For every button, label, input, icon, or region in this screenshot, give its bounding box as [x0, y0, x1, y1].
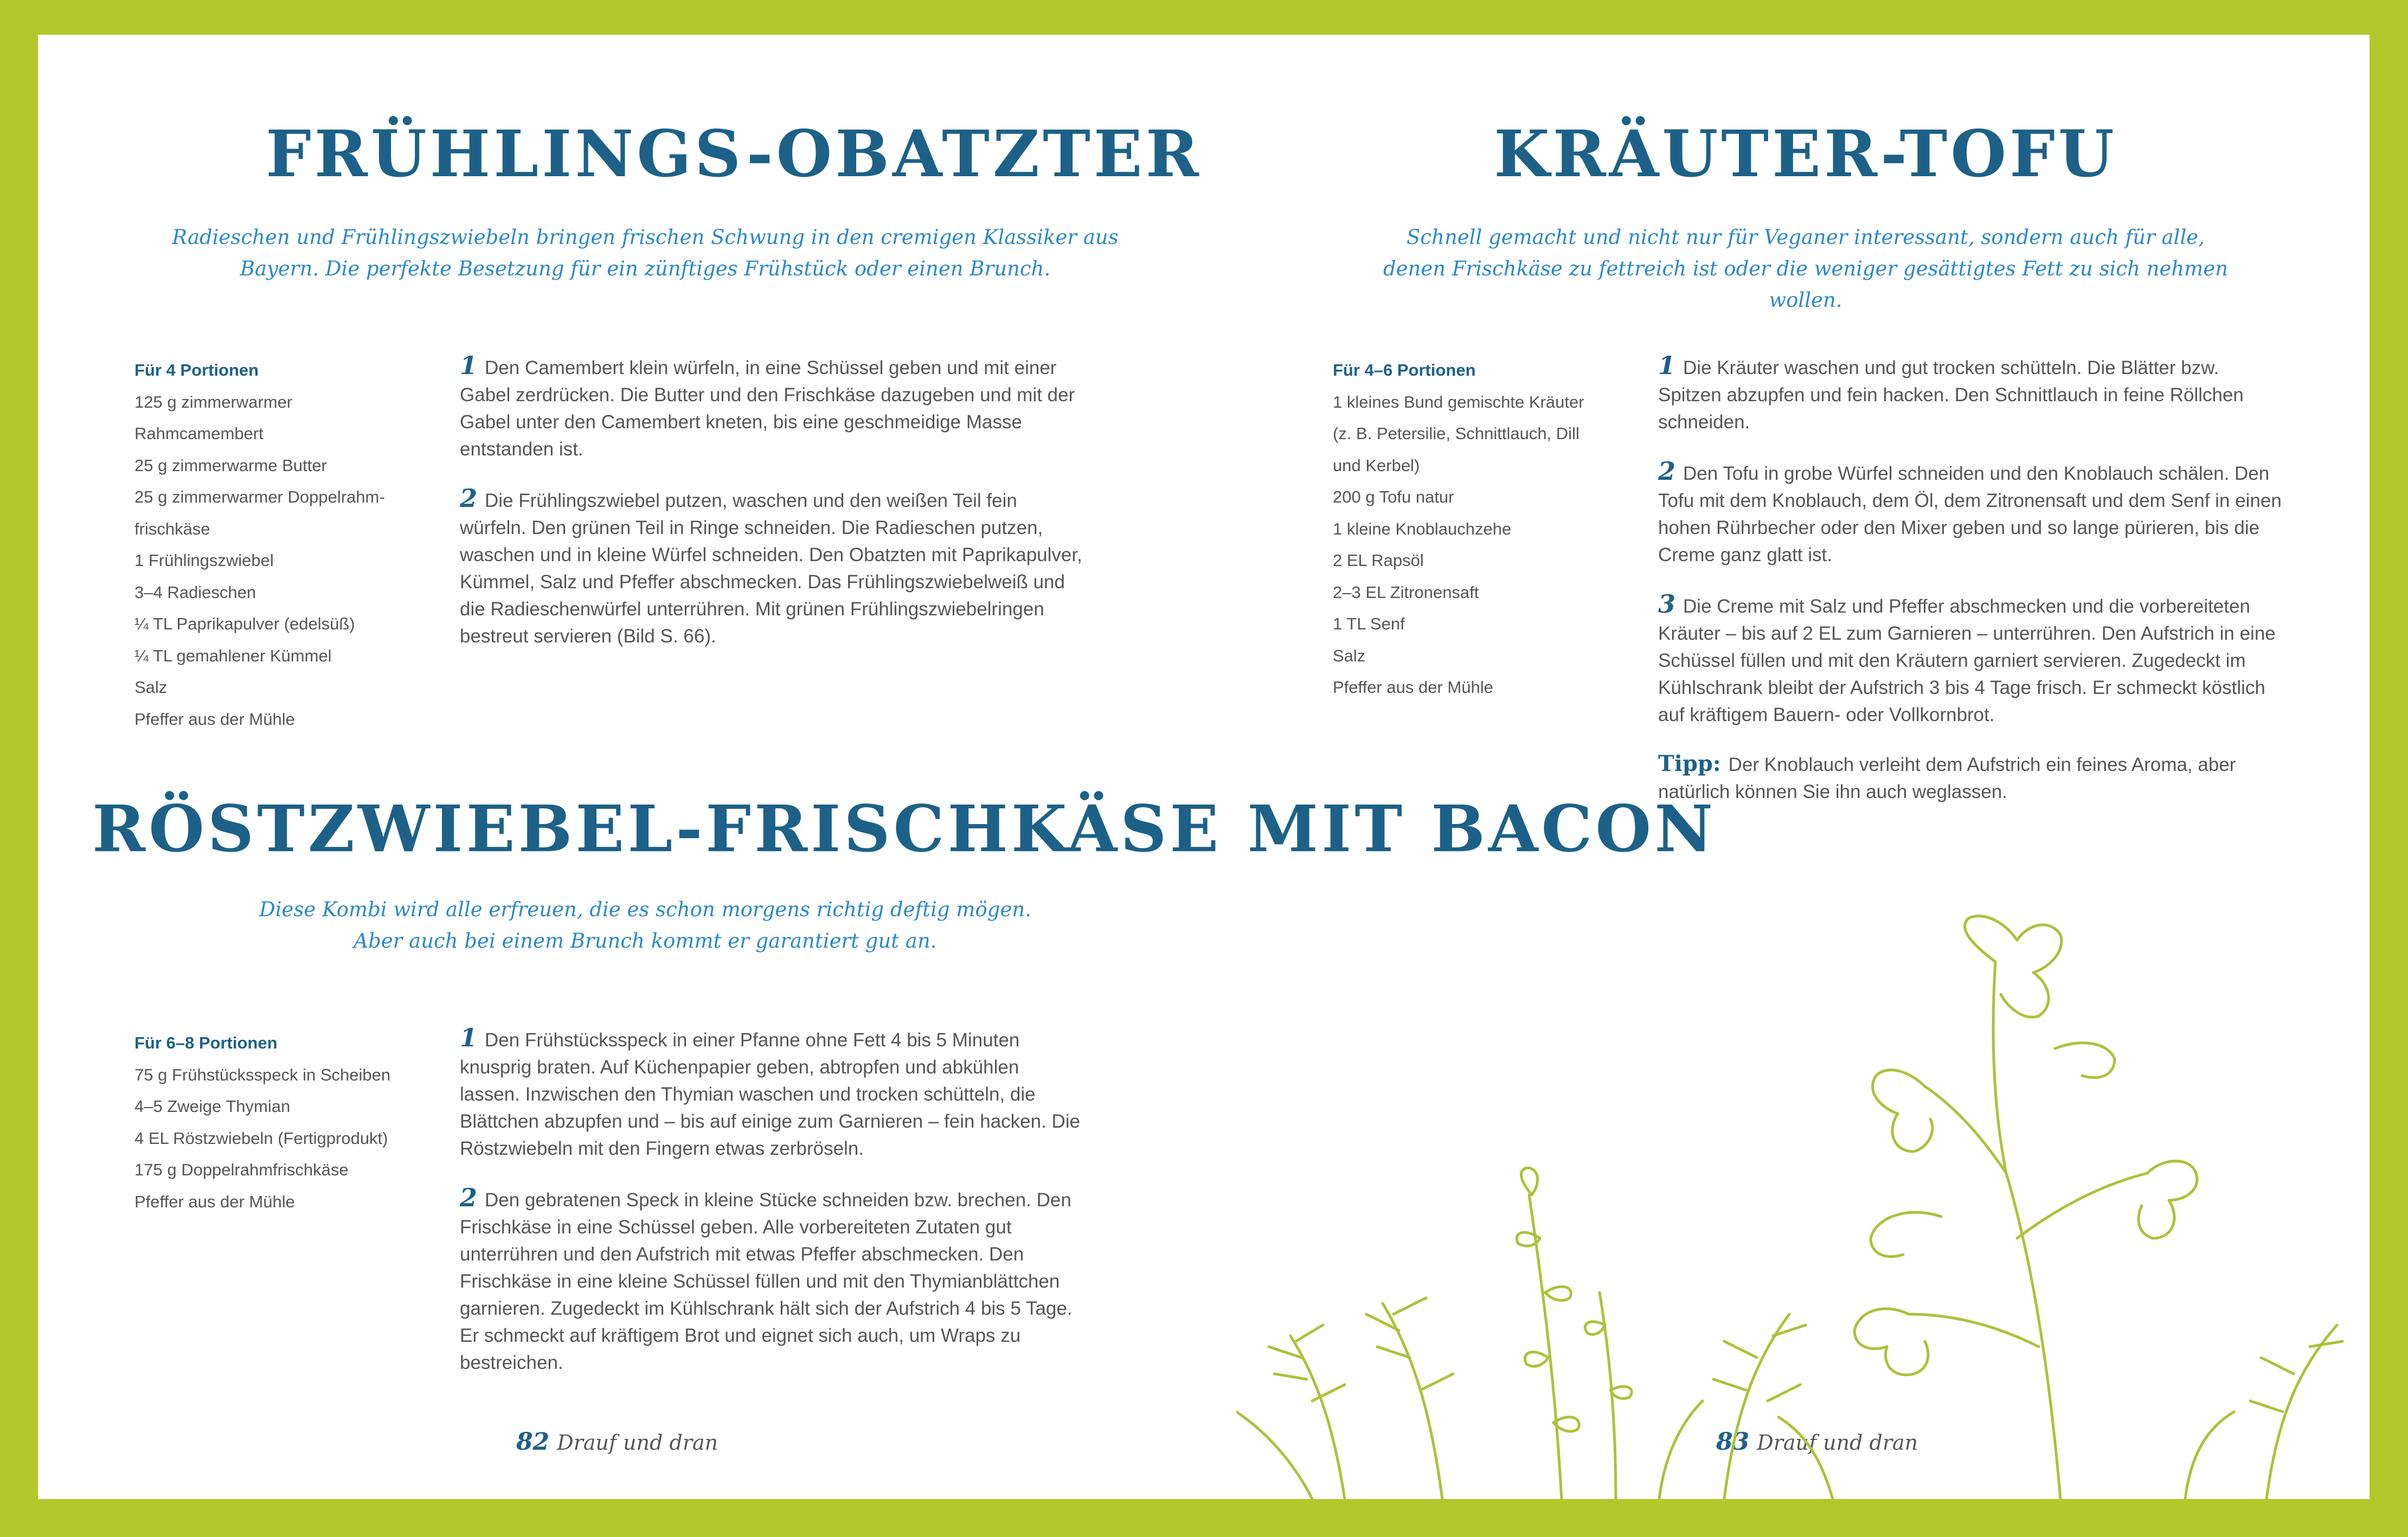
ingredient-item: ¼ TL gemahlener Kümmel: [134, 646, 332, 665]
method-steps: [1658, 352, 2282, 827]
portions-label: Für 6–8 Portionen: [134, 1033, 278, 1052]
tip-text: Der Knoblauch verleiht dem Aufstrich ein feines Aroma, aber natürlich können Sie ihn auch weglassen.: [1658, 754, 2236, 802]
book-spread: [38, 35, 2370, 1499]
method-steps: [460, 1024, 1083, 1398]
recipe-intro-line: Diese Kombi wird alle erfreuen, die es schon morgens richtig deftig mögen.: [259, 898, 1031, 921]
herb-illustration: [1236, 913, 2370, 1499]
step: [460, 485, 1083, 650]
grass-blade-icon: [1236, 1401, 2234, 1499]
portions-label: Für 4 Portionen: [134, 361, 259, 380]
ingredient-list: [134, 1027, 416, 1218]
ingredient-item: 1 Frühlingszwiebel: [134, 551, 274, 570]
ingredient-item: 1 kleines Bund gemischte Kräuter: [1333, 392, 1584, 411]
ingredient-item: frischkäse: [134, 519, 210, 538]
step: [1658, 458, 2282, 569]
running-footer-label: Drauf und dran: [557, 1431, 718, 1455]
page-number: 83: [1716, 1428, 1750, 1456]
ingredient-item: 4 EL Röstzwiebeln (Fertigprodukt): [134, 1128, 388, 1148]
recipe-intro: Radieschen und Frühlingszwiebeln bringen frischen Schwung in den cremigen Klassiker aus Bayern. Die perfekte Besetzung für ein zünftiges Frühstück oder einen Brunch.: [172, 226, 1119, 280]
ingredient-item: 25 g zimmerwarmer Doppelrahm-: [134, 487, 385, 506]
ingredient-list: [1333, 355, 1615, 704]
ingredient-item: Salz: [134, 678, 168, 697]
step-number: 2: [460, 1183, 478, 1212]
ingredient-item: 1 kleine Knoblauchzehe: [1333, 519, 1512, 538]
ingredient-item: 125 g zimmerwarmer Rahmcamembert: [134, 392, 293, 443]
tip: [1658, 750, 2282, 806]
step-text: Den Tofu in grobe Würfel schneiden und den Knoblauch schälen. Den Tofu mit dem Knoblauch, dem Öl, dem Zitronensaft und dem Senf in einen hohen Rührbecher oder den Mixer geben und so lange pürieren, bis die Creme ganz glatt ist.: [1658, 463, 2282, 565]
ingredient-item: 175 g Doppelrahmfrischkäse: [134, 1160, 349, 1179]
ingredient-item: Pfeffer aus der Mühle: [134, 709, 295, 729]
step-text: Den Camembert klein würfeln, in eine Schüssel geben und mit einer Gabel zerdrücken. Die Butter und den Frischkäse dazugeben und mit der Gabel unter den Camembert kneten, bis eine geschmeidige Masse entstanden ist.: [460, 357, 1075, 460]
ingredient-item: 200 g Tofu natur: [1333, 487, 1454, 506]
step-number: 2: [460, 484, 478, 513]
step: [1658, 352, 2282, 436]
ingredient-item: 1 TL Senf: [1333, 614, 1405, 633]
page-footer: [516, 1428, 718, 1456]
step-number: 2: [1658, 456, 1676, 486]
step: [460, 352, 1083, 463]
recipe-intro-line: Aber auch bei einem Brunch kommt er garantiert gut an.: [354, 929, 937, 953]
step: [1658, 590, 2282, 729]
portions-label: Für 4–6 Portionen: [1333, 361, 1476, 380]
ingredient-item: 25 g zimmerwarme Butter: [134, 455, 327, 475]
recipe-intro: Schnell gemacht und nicht nur für Veganer interessant, sondern auch für alle, denen Frischkäse zu fettreich ist oder die weniger gesättigtes Fett zu sich nehmen wollen.: [1383, 226, 2229, 312]
recipe-title-roestzwiebel-frischkaese: RÖSTZWIEBEL-FRISCHKÄSE MIT BACON: [92, 791, 1717, 866]
ingredient-item: Pfeffer aus der Mühle: [134, 1192, 295, 1211]
ingredient-item: 2–3 EL Zitronensaft: [1333, 582, 1479, 602]
step-text: Die Kräuter waschen und gut trocken schütteln. Die Blätter bzw. Spitzen abzupfen und fein hacken. Den Schnittlauch in feine Röllchen schneiden.: [1658, 357, 2244, 433]
step-text: Die Creme mit Salz und Pfeffer abschmecken und die vorbereiteten Kräuter – bis auf 2 EL zum Garnieren – unterrühren. Den Aufstrich in eine Schüssel füllen und mit den Kräutern garniert servieren. Zugedeckt im Kühlschrank bleibt der Aufstrich 3 bis 4 Tage frisch. Er schmeckt köstlich auf kräftigem Bauern- oder Vollkornbrot.: [1658, 596, 2276, 725]
step-text: Die Frühlingszwiebel putzen, waschen und den weißen Teil fein würfeln. Den grünen Teil in Ringe schneiden. Die Radieschen putzen, waschen und in kleine Würfel schneiden. Den Obatzten mit Paprikapulver, Kümmel, Salz und Pfeffer abschmecken. Das Frühlingszwiebelweiß und die Radieschenwürfel unterrühren. Mit grünen Frühlingszwiebelringen bestreut servieren (Bild S. 66).: [460, 490, 1082, 647]
ingredient-item: Salz: [1333, 646, 1366, 665]
ingredient-item: (z. B. Petersilie, Schnittlauch, Dill: [1333, 424, 1579, 443]
ingredient-item: 4–5 Zweige Thymian: [134, 1097, 291, 1116]
ingredient-item: 75 g Frühstücksspeck in Scheiben: [134, 1065, 391, 1084]
step-number: 1: [1658, 351, 1676, 380]
step-number: 1: [460, 351, 478, 380]
step: [460, 1024, 1083, 1162]
recipe-title-fruehlings-obatzter: FRÜHLINGS-OBATZTER: [266, 116, 1202, 191]
step-number: 1: [460, 1023, 478, 1052]
step-number: 3: [1658, 589, 1676, 619]
page-number: 82: [516, 1428, 550, 1456]
recipe-title-kraeuter-tofu: KRÄUTER-TOFU: [1494, 116, 2117, 191]
ingredient-item: 3–4 Radieschen: [134, 582, 256, 602]
tip-label: Tipp:: [1658, 751, 1721, 776]
step-text: Den Frühstücksspeck in einer Pfanne ohne Fett 4 bis 5 Minuten knusprig braten. Auf Küchenpapier geben, abtropfen und abkühlen lassen. Inzwischen den Thymian waschen und trocken schütteln, die Blättchen abzupfen und – bis auf einige zum Garnieren – fein hacken. Die Röstzwiebeln mit den Fingern etwas zerbröseln.: [460, 1030, 1081, 1159]
recipe-intro: [152, 894, 1139, 957]
step: [460, 1184, 1083, 1377]
thyme-sprig-icon: [1517, 1168, 1632, 1499]
step-text: Den gebratenen Speck in kleine Stücke schneiden bzw. brechen. Den Frischkäse in eine Schüssel geben. Alle vorbereiteten Zutaten gut unterrühren und den Aufstrich mit etwas Pfeffer abschmecken. Den Frischkäse in eine kleine Schüssel füllen und mit den Thymianblättchen garnieren. Zugedeckt im Kühlschrank hält sich der Aufstrich 4 bis 5 Tage. Er schmeckt auf kräftigem Brot und eignet sich auch, um Wraps zu bestreichen.: [460, 1189, 1073, 1373]
ingredient-item: und Kerbel): [1333, 455, 1420, 475]
method-steps: [460, 352, 1083, 672]
ingredient-list: [134, 355, 416, 735]
ingredient-item: Pfeffer aus der Mühle: [1333, 678, 1493, 697]
ingredient-item: ¼ TL Paprikapulver (edelsüß): [134, 614, 355, 633]
ingredient-item: 2 EL Rapsöl: [1333, 551, 1424, 570]
parsley-sprig-icon: [1854, 916, 2197, 1499]
dill-sprig-icon: [1269, 1298, 2342, 1499]
running-footer-label: Drauf und dran: [1757, 1431, 1918, 1455]
